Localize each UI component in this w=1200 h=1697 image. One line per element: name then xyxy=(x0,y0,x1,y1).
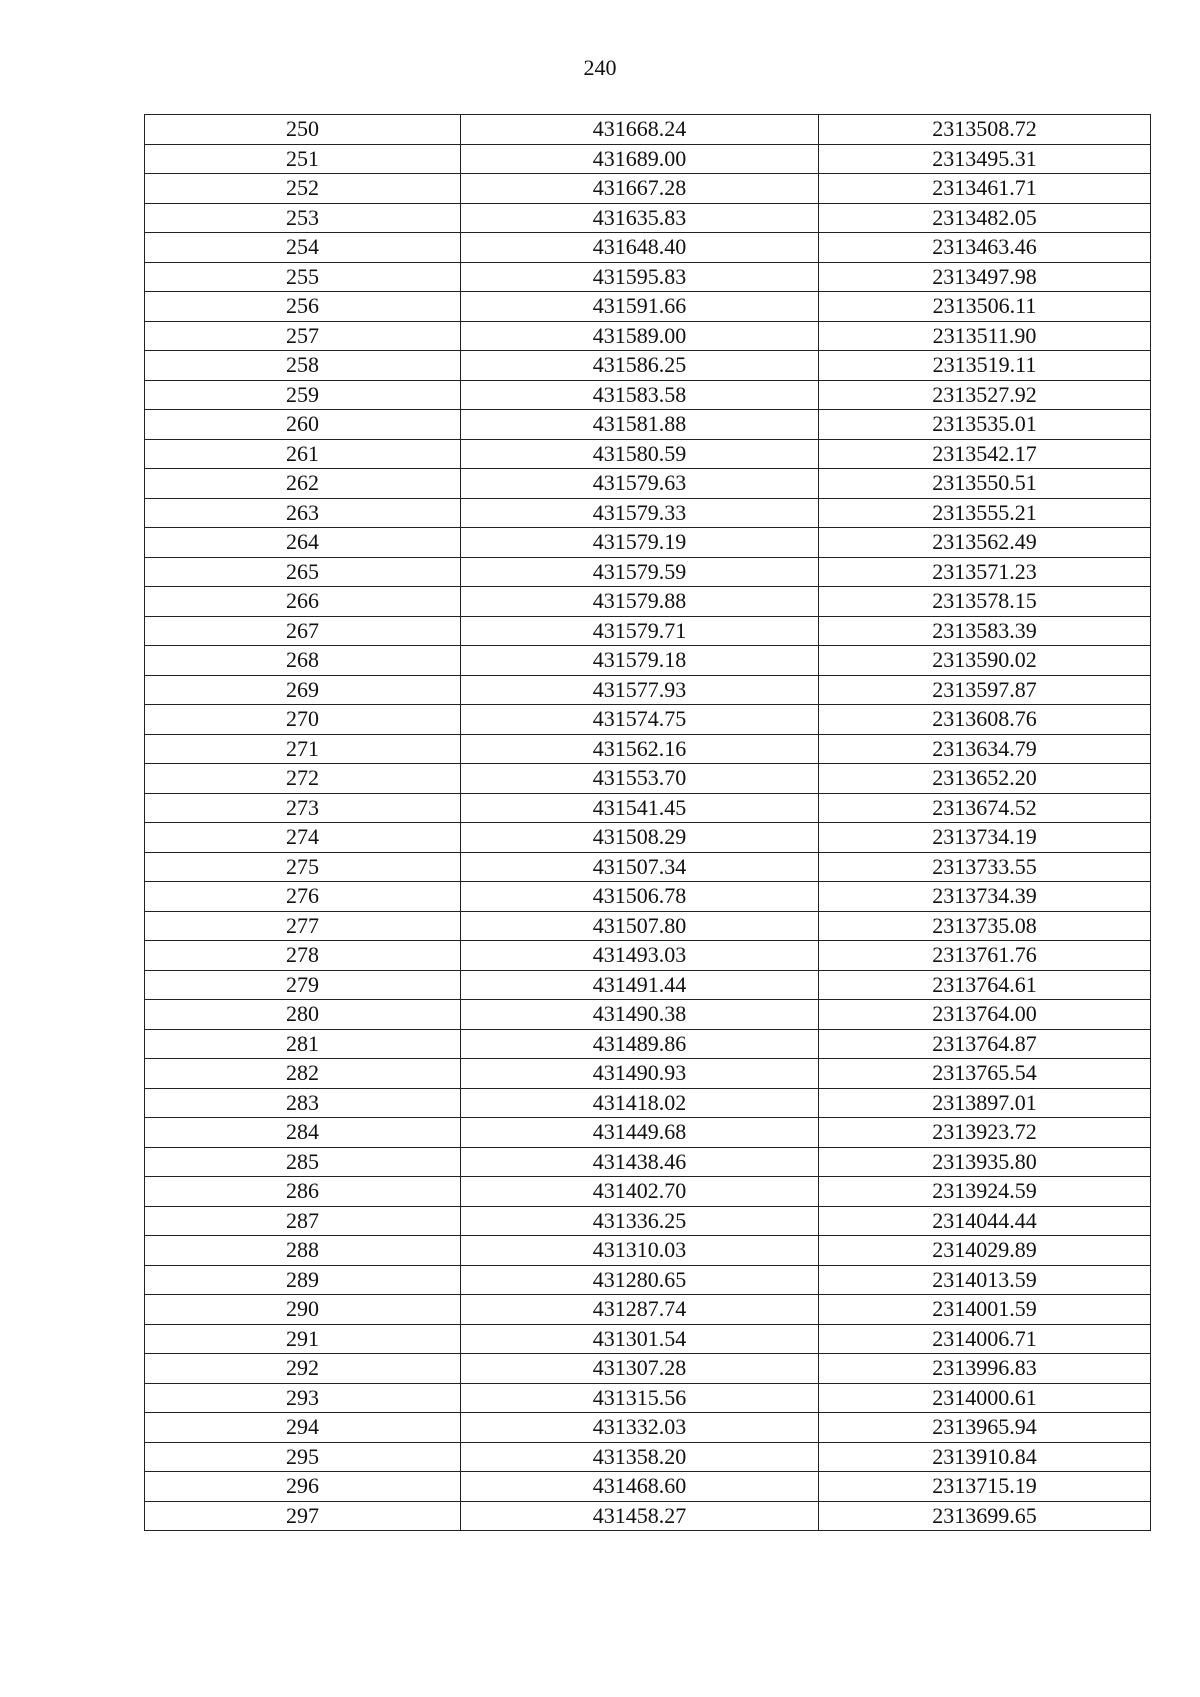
x-coordinate-cell: 431490.93 xyxy=(461,1059,819,1089)
table-row xyxy=(145,174,1151,204)
coordinates-table-body xyxy=(145,115,1151,1531)
y-coordinate-cell: 2313734.39 xyxy=(819,882,1151,912)
table-row xyxy=(145,439,1151,469)
table-row xyxy=(145,823,1151,853)
x-coordinate-cell: 431689.00 xyxy=(461,144,819,174)
point-number-cell: 256 xyxy=(145,292,461,322)
table-row xyxy=(145,793,1151,823)
point-number-cell: 279 xyxy=(145,970,461,1000)
point-number-cell: 277 xyxy=(145,911,461,941)
x-coordinate-cell: 431280.65 xyxy=(461,1265,819,1295)
table-row xyxy=(145,115,1151,145)
y-coordinate-cell: 2313965.94 xyxy=(819,1413,1151,1443)
y-coordinate-cell: 2313761.76 xyxy=(819,941,1151,971)
x-coordinate-cell: 431579.59 xyxy=(461,557,819,587)
x-coordinate-cell: 431449.68 xyxy=(461,1118,819,1148)
y-coordinate-cell: 2313555.21 xyxy=(819,498,1151,528)
y-coordinate-cell: 2313508.72 xyxy=(819,115,1151,145)
table-row xyxy=(145,970,1151,1000)
y-coordinate-cell: 2313597.87 xyxy=(819,675,1151,705)
x-coordinate-cell: 431438.46 xyxy=(461,1147,819,1177)
point-number-cell: 281 xyxy=(145,1029,461,1059)
point-number-cell: 286 xyxy=(145,1177,461,1207)
x-coordinate-cell: 431490.38 xyxy=(461,1000,819,1030)
y-coordinate-cell: 2313715.19 xyxy=(819,1472,1151,1502)
point-number-cell: 251 xyxy=(145,144,461,174)
y-coordinate-cell: 2313699.65 xyxy=(819,1501,1151,1531)
y-coordinate-cell: 2313519.11 xyxy=(819,351,1151,381)
table-row xyxy=(145,292,1151,322)
point-number-cell: 259 xyxy=(145,380,461,410)
point-number-cell: 282 xyxy=(145,1059,461,1089)
y-coordinate-cell: 2313735.08 xyxy=(819,911,1151,941)
y-coordinate-cell: 2313764.00 xyxy=(819,1000,1151,1030)
table-row xyxy=(145,764,1151,794)
x-coordinate-cell: 431508.29 xyxy=(461,823,819,853)
x-coordinate-cell: 431507.34 xyxy=(461,852,819,882)
x-coordinate-cell: 431574.75 xyxy=(461,705,819,735)
x-coordinate-cell: 431310.03 xyxy=(461,1236,819,1266)
point-number-cell: 295 xyxy=(145,1442,461,1472)
x-coordinate-cell: 431418.02 xyxy=(461,1088,819,1118)
table-row xyxy=(145,351,1151,381)
table-row xyxy=(145,262,1151,292)
x-coordinate-cell: 431332.03 xyxy=(461,1413,819,1443)
x-coordinate-cell: 431307.28 xyxy=(461,1354,819,1384)
table-row xyxy=(145,1295,1151,1325)
y-coordinate-cell: 2313482.05 xyxy=(819,203,1151,233)
y-coordinate-cell: 2314001.59 xyxy=(819,1295,1151,1325)
table-row xyxy=(145,1383,1151,1413)
y-coordinate-cell: 2313495.31 xyxy=(819,144,1151,174)
point-number-cell: 296 xyxy=(145,1472,461,1502)
point-number-cell: 260 xyxy=(145,410,461,440)
y-coordinate-cell: 2313571.23 xyxy=(819,557,1151,587)
y-coordinate-cell: 2313910.84 xyxy=(819,1442,1151,1472)
x-coordinate-cell: 431579.63 xyxy=(461,469,819,499)
y-coordinate-cell: 2313506.11 xyxy=(819,292,1151,322)
x-coordinate-cell: 431562.16 xyxy=(461,734,819,764)
table-row xyxy=(145,616,1151,646)
point-number-cell: 288 xyxy=(145,1236,461,1266)
x-coordinate-cell: 431586.25 xyxy=(461,351,819,381)
table-row xyxy=(145,1442,1151,1472)
page-number: 240 xyxy=(583,55,617,80)
table-row xyxy=(145,380,1151,410)
x-coordinate-cell: 431468.60 xyxy=(461,1472,819,1502)
x-coordinate-cell: 431315.56 xyxy=(461,1383,819,1413)
table-row xyxy=(145,557,1151,587)
point-number-cell: 287 xyxy=(145,1206,461,1236)
x-coordinate-cell: 431579.33 xyxy=(461,498,819,528)
table-row xyxy=(145,144,1151,174)
y-coordinate-cell: 2313897.01 xyxy=(819,1088,1151,1118)
y-coordinate-cell: 2313550.51 xyxy=(819,469,1151,499)
point-number-cell: 258 xyxy=(145,351,461,381)
x-coordinate-cell: 431491.44 xyxy=(461,970,819,1000)
coordinates-table xyxy=(144,114,1151,1531)
table-row xyxy=(145,911,1151,941)
point-number-cell: 254 xyxy=(145,233,461,263)
y-coordinate-cell: 2313923.72 xyxy=(819,1118,1151,1148)
point-number-cell: 293 xyxy=(145,1383,461,1413)
table-row xyxy=(145,1501,1151,1531)
y-coordinate-cell: 2313497.98 xyxy=(819,262,1151,292)
table-row xyxy=(145,587,1151,617)
y-coordinate-cell: 2313578.15 xyxy=(819,587,1151,617)
table-row xyxy=(145,941,1151,971)
point-number-cell: 275 xyxy=(145,852,461,882)
y-coordinate-cell: 2313608.76 xyxy=(819,705,1151,735)
y-coordinate-cell: 2313764.61 xyxy=(819,970,1151,1000)
point-number-cell: 297 xyxy=(145,1501,461,1531)
table-row xyxy=(145,646,1151,676)
y-coordinate-cell: 2313527.92 xyxy=(819,380,1151,410)
point-number-cell: 263 xyxy=(145,498,461,528)
table-row xyxy=(145,203,1151,233)
x-coordinate-cell: 431506.78 xyxy=(461,882,819,912)
table-row xyxy=(145,498,1151,528)
point-number-cell: 285 xyxy=(145,1147,461,1177)
x-coordinate-cell: 431577.93 xyxy=(461,675,819,705)
point-number-cell: 269 xyxy=(145,675,461,705)
table-row xyxy=(145,1413,1151,1443)
table-row xyxy=(145,705,1151,735)
table-row xyxy=(145,675,1151,705)
x-coordinate-cell: 431591.66 xyxy=(461,292,819,322)
point-number-cell: 272 xyxy=(145,764,461,794)
y-coordinate-cell: 2313764.87 xyxy=(819,1029,1151,1059)
point-number-cell: 264 xyxy=(145,528,461,558)
x-coordinate-cell: 431579.18 xyxy=(461,646,819,676)
table-row xyxy=(145,1118,1151,1148)
y-coordinate-cell: 2313463.46 xyxy=(819,233,1151,263)
point-number-cell: 267 xyxy=(145,616,461,646)
x-coordinate-cell: 431583.58 xyxy=(461,380,819,410)
x-coordinate-cell: 431541.45 xyxy=(461,793,819,823)
y-coordinate-cell: 2313652.20 xyxy=(819,764,1151,794)
point-number-cell: 291 xyxy=(145,1324,461,1354)
x-coordinate-cell: 431580.59 xyxy=(461,439,819,469)
x-coordinate-cell: 431402.70 xyxy=(461,1177,819,1207)
x-coordinate-cell: 431589.00 xyxy=(461,321,819,351)
x-coordinate-cell: 431301.54 xyxy=(461,1324,819,1354)
y-coordinate-cell: 2313542.17 xyxy=(819,439,1151,469)
x-coordinate-cell: 431668.24 xyxy=(461,115,819,145)
x-coordinate-cell: 431493.03 xyxy=(461,941,819,971)
point-number-cell: 262 xyxy=(145,469,461,499)
table-row xyxy=(145,1088,1151,1118)
y-coordinate-cell: 2313924.59 xyxy=(819,1177,1151,1207)
x-coordinate-cell: 431336.25 xyxy=(461,1206,819,1236)
point-number-cell: 257 xyxy=(145,321,461,351)
point-number-cell: 292 xyxy=(145,1354,461,1384)
point-number-cell: 270 xyxy=(145,705,461,735)
y-coordinate-cell: 2314006.71 xyxy=(819,1324,1151,1354)
table-row xyxy=(145,410,1151,440)
table-row xyxy=(145,1000,1151,1030)
y-coordinate-cell: 2313996.83 xyxy=(819,1354,1151,1384)
point-number-cell: 271 xyxy=(145,734,461,764)
x-coordinate-cell: 431581.88 xyxy=(461,410,819,440)
y-coordinate-cell: 2313562.49 xyxy=(819,528,1151,558)
table-row xyxy=(145,1206,1151,1236)
y-coordinate-cell: 2313935.80 xyxy=(819,1147,1151,1177)
table-row xyxy=(145,1324,1151,1354)
point-number-cell: 274 xyxy=(145,823,461,853)
table-row xyxy=(145,321,1151,351)
y-coordinate-cell: 2313634.79 xyxy=(819,734,1151,764)
table-row xyxy=(145,852,1151,882)
table-row xyxy=(145,528,1151,558)
point-number-cell: 284 xyxy=(145,1118,461,1148)
point-number-cell: 265 xyxy=(145,557,461,587)
x-coordinate-cell: 431579.71 xyxy=(461,616,819,646)
y-coordinate-cell: 2313733.55 xyxy=(819,852,1151,882)
x-coordinate-cell: 431507.80 xyxy=(461,911,819,941)
x-coordinate-cell: 431489.86 xyxy=(461,1029,819,1059)
y-coordinate-cell: 2313511.90 xyxy=(819,321,1151,351)
x-coordinate-cell: 431287.74 xyxy=(461,1295,819,1325)
x-coordinate-cell: 431579.19 xyxy=(461,528,819,558)
point-number-cell: 266 xyxy=(145,587,461,617)
y-coordinate-cell: 2313590.02 xyxy=(819,646,1151,676)
point-number-cell: 261 xyxy=(145,439,461,469)
table-row xyxy=(145,1147,1151,1177)
y-coordinate-cell: 2313674.52 xyxy=(819,793,1151,823)
table-row xyxy=(145,1236,1151,1266)
table-row xyxy=(145,469,1151,499)
y-coordinate-cell: 2314029.89 xyxy=(819,1236,1151,1266)
x-coordinate-cell: 431458.27 xyxy=(461,1501,819,1531)
y-coordinate-cell: 2313461.71 xyxy=(819,174,1151,204)
point-number-cell: 255 xyxy=(145,262,461,292)
point-number-cell: 253 xyxy=(145,203,461,233)
point-number-cell: 290 xyxy=(145,1295,461,1325)
table-row xyxy=(145,882,1151,912)
table-row xyxy=(145,1354,1151,1384)
x-coordinate-cell: 431635.83 xyxy=(461,203,819,233)
point-number-cell: 289 xyxy=(145,1265,461,1295)
y-coordinate-cell: 2313765.54 xyxy=(819,1059,1151,1089)
y-coordinate-cell: 2314000.61 xyxy=(819,1383,1151,1413)
point-number-cell: 294 xyxy=(145,1413,461,1443)
y-coordinate-cell: 2313583.39 xyxy=(819,616,1151,646)
x-coordinate-cell: 431648.40 xyxy=(461,233,819,263)
table-row xyxy=(145,233,1151,263)
y-coordinate-cell: 2314013.59 xyxy=(819,1265,1151,1295)
point-number-cell: 280 xyxy=(145,1000,461,1030)
y-coordinate-cell: 2313535.01 xyxy=(819,410,1151,440)
x-coordinate-cell: 431595.83 xyxy=(461,262,819,292)
table-row xyxy=(145,1472,1151,1502)
point-number-cell: 273 xyxy=(145,793,461,823)
y-coordinate-cell: 2313734.19 xyxy=(819,823,1151,853)
table-row xyxy=(145,1177,1151,1207)
y-coordinate-cell: 2314044.44 xyxy=(819,1206,1151,1236)
table-row xyxy=(145,1265,1151,1295)
table-row xyxy=(145,1059,1151,1089)
table-row xyxy=(145,1029,1151,1059)
x-coordinate-cell: 431579.88 xyxy=(461,587,819,617)
point-number-cell: 252 xyxy=(145,174,461,204)
x-coordinate-cell: 431553.70 xyxy=(461,764,819,794)
point-number-cell: 283 xyxy=(145,1088,461,1118)
x-coordinate-cell: 431358.20 xyxy=(461,1442,819,1472)
table-row xyxy=(145,734,1151,764)
point-number-cell: 276 xyxy=(145,882,461,912)
point-number-cell: 268 xyxy=(145,646,461,676)
point-number-cell: 278 xyxy=(145,941,461,971)
x-coordinate-cell: 431667.28 xyxy=(461,174,819,204)
point-number-cell: 250 xyxy=(145,115,461,145)
